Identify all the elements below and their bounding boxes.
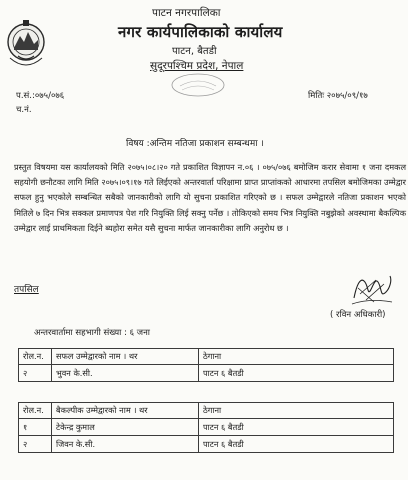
cell-candidate-name: जिवन के.सी. (52, 436, 199, 453)
table-row (19, 365, 394, 382)
participants-count: अन्तरवार्तामा सहभागी संख्या : ६ जना (34, 328, 150, 338)
notice-body: प्रस्तुत विषयमा यस कार्यालयको मिति २०७५।०८।२० गते प्रकाशित विज्ञापन न.०६ । ०७५/०७६ बमोजिम करार सेवामा १ जना दमकल सहयोगी छनौटका लागि मिति २०७५।०९।१७ गते लिईएको अन्तरवार्ता परिक्षामा प्राप्त प्राप्तांकको आधारमा तपसिल बमोजिमका उम्मेद्वार सफल हुनु भएकोले सम्बन्धित सबैको जानकारीको लागि यो सुचना प्रकाशित गरिएको छ । सफल उम्मेद्वारले नतिजा प्रकाशन भएको मितिले ७ दिन भित्र सक्कल प्रमाणपत्र पेश गरि नियुक्ति लिई सक्नु पर्नेछ । तोकिएको समय भित्र नियुक्ति नबुझेको अवस्थामा बैकल्पिक उम्मेद्वार लाई प्राथमिकता दिईने ब्यहोरा समेत यसै सुचना मार्फत जानकारीका लागि अनुरोध छ । (14, 162, 406, 233)
header-roll-no: रोल.न. (19, 349, 52, 365)
cell-candidate-name: टेकेन्द्र कुमाल (52, 419, 199, 436)
header-address: ठेगाना (199, 349, 394, 365)
cell-roll-no: २ (19, 365, 52, 382)
alternate-candidate-table (18, 402, 394, 453)
office-name: नगर कार्यपालिकाको कार्यालय (118, 23, 283, 41)
handwritten-signature (346, 268, 396, 308)
header-address: ठेगाना (199, 403, 394, 419)
header-roll-no: रोल.न. (19, 403, 52, 419)
cell-roll-no: १ (19, 419, 52, 436)
reference-number: प.सं.:०७५/०७६ (16, 91, 65, 101)
header-candidate-name: बैकल्पीक उम्मेद्वारको नाम । थर (52, 403, 199, 419)
table-row (19, 436, 394, 453)
header-candidate-name: सफल उम्मेद्वारको नाम । थर (52, 349, 199, 365)
cell-candidate-name: भुवन के.सी. (52, 365, 199, 382)
province-country: सुदूरपश्चिम प्रदेश, नेपाल (150, 60, 244, 72)
cell-address: पाटन ६ बैतडी (199, 419, 394, 436)
municipality-name: पाटन नगरपालिका (152, 7, 221, 19)
section-title: तपसिल (14, 285, 39, 295)
table-header-row (19, 403, 394, 419)
subject-line: विषय :अन्तिम नतिजा प्रकाशन सम्बन्धमा । (126, 139, 264, 149)
table-row (19, 419, 394, 436)
office-stamp (168, 70, 228, 100)
table-header-row (19, 349, 394, 365)
cell-address: पाटन ६ बैतडी (199, 365, 394, 382)
cell-roll-no: २ (19, 436, 52, 453)
successful-candidate-table (18, 348, 394, 382)
notice-date: मितिः २०७५/०९/१७ (308, 91, 368, 101)
cell-address: पाटन ६ बैतडी (199, 436, 394, 453)
dispatch-number: च.नं. (16, 105, 32, 115)
nepal-emblem-logo (4, 14, 48, 74)
signatory-name: ( रविन अधिकारी) (330, 310, 386, 320)
office-location: पाटन, बैतडी (172, 46, 217, 57)
